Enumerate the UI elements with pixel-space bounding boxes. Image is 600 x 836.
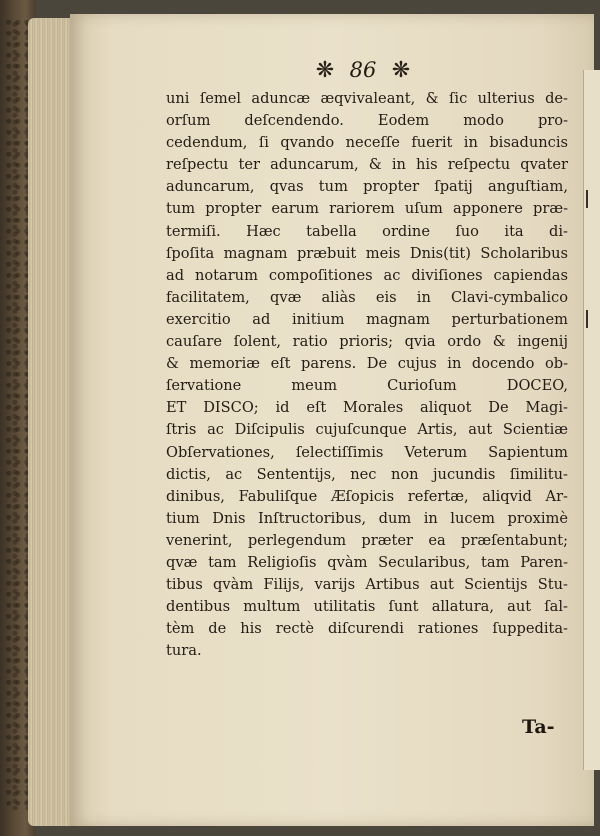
text-line: tura.	[166, 642, 202, 660]
fleuron-right-icon: ❋	[391, 58, 411, 83]
text-line: uni ſemel aduncæ æqvivaleant, & ſic ulterius de-	[166, 90, 568, 107]
facing-page-mark	[586, 310, 600, 328]
catchword: Ta-	[522, 716, 555, 738]
facing-page-edge	[583, 70, 600, 770]
text-line: & memoriæ eſt parens. De cujus in docendo ob-	[166, 355, 568, 373]
text-line: ſtris ac Diſcipulis cujuſcunque Artis, aut Scientiæ	[166, 421, 568, 439]
text-line: tèm de his rectè diſcurendi rationes ſuppedita-	[166, 620, 568, 638]
page-header	[166, 56, 566, 86]
facing-page-mark	[586, 190, 600, 208]
text-line: tium Dnis Inſtructoribus, dum in lucem proximè	[166, 509, 568, 527]
text-line: cauſare ſolent, ratio prioris; qvia ordo & ingenij	[166, 333, 568, 351]
text-line: dinibus, Fabuliſque Æſopicis refertæ, aliqvid Ar-	[166, 487, 568, 505]
text-line: termiſi. Hæc tabella ordine ſuo ita di-	[166, 222, 568, 240]
text-line: ad notarum compoſitiones ac diviſiones capiendas	[166, 266, 568, 284]
text-line: ET DISCO; id eſt Morales aliquot De Magi-	[166, 399, 568, 417]
text-line: facilitatem, qvæ aliàs eis in Clavi-cymbalico	[166, 288, 568, 306]
text-line: ſpoſita magnam præbuit meis Dnis(tit) Scholaribus	[166, 244, 568, 262]
text-line: ſervatione meum Curioſum DOCEO,	[166, 377, 568, 395]
text-line: tum propter earum rariorem uſum apponere præ-	[166, 200, 568, 218]
text-line: Obſervationes, ſelectiſſimis Veterum Sapientum	[166, 443, 568, 461]
text-line: dictis, ac Sententijs, nec non jucundis ſimilitu-	[166, 465, 568, 483]
text-line: exercitio ad initium magnam perturbationem	[166, 310, 568, 328]
text-line: orſum deſcendendo. Eodem modo pro-	[166, 112, 568, 130]
text-line: qvæ tam Religioſis qvàm Secularibus, tam Paren-	[166, 553, 568, 571]
text-line: dentibus multum utilitatis ſunt allatura, aut ſal-	[166, 598, 568, 616]
marbled-cover-texture	[6, 20, 30, 810]
text-line: aduncarum, qvas tum propter ſpatij anguſtiam,	[166, 178, 568, 196]
page-number: 86	[349, 58, 377, 82]
text-line: tibus qvàm Filijs, varijs Artibus aut Scientijs Stu-	[166, 576, 568, 594]
text-line: venerint, perlegendum præter ea præſentabunt;	[166, 531, 568, 549]
body-text	[166, 88, 568, 662]
fleuron-left-icon: ❋	[315, 58, 335, 83]
text-line: reſpectu ter aduncarum, & in his reſpectu qvater	[166, 156, 568, 174]
text-line: cedendum, ſi qvando neceſſe fuerit in bisaduncis	[166, 134, 568, 152]
